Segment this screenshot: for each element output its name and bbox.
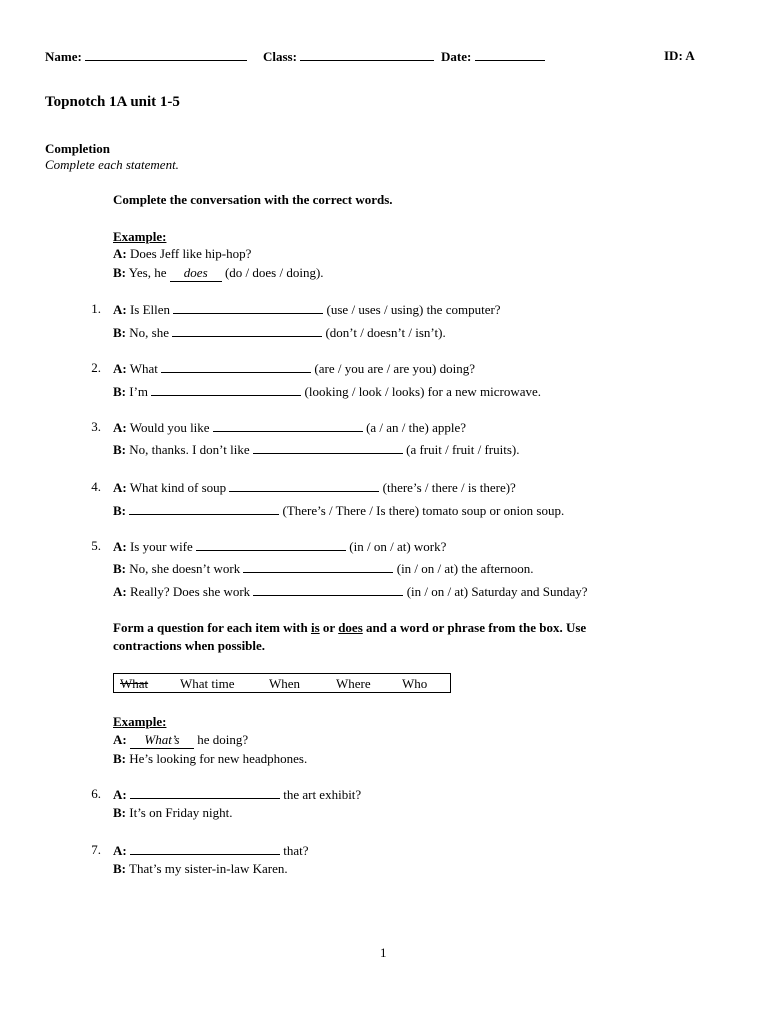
item-number: 7. [91, 842, 101, 857]
answer-blank[interactable] [253, 583, 403, 596]
line-pre: Really? Does she work [129, 584, 251, 599]
name-field[interactable] [45, 48, 247, 65]
speaker-label: A: [113, 539, 127, 554]
line-pre: No, she doesn’t work [129, 561, 241, 576]
item-6-line-b [113, 805, 233, 821]
answer-blank[interactable] [243, 560, 393, 573]
line-pre: What [129, 361, 158, 376]
speaker-label: B: [113, 265, 126, 280]
id-value: A [685, 48, 695, 63]
line-pre: No, thanks. I don’t like [129, 442, 250, 457]
page-title: Topnotch 1A unit 1-5 [45, 94, 180, 110]
part2-instruction [113, 620, 586, 636]
example-a-text: Does Jeff like hip-hop? [129, 246, 252, 261]
speaker-label: A: [113, 732, 127, 747]
line-post: (use / uses / using) the computer? [326, 302, 501, 317]
line-post: (there’s / there / is there)? [382, 480, 516, 495]
answer-blank[interactable] [151, 383, 301, 396]
id-label: ID: [664, 48, 683, 63]
line-pre: What kind of soup [129, 480, 227, 495]
item-5-line-a [113, 538, 446, 555]
line-post: (a fruit / fruit / fruits). [406, 442, 520, 457]
instruction-is: is [310, 620, 320, 635]
section-heading: Completion [45, 141, 110, 156]
example-b-text: He’s looking for new headphones. [129, 751, 308, 766]
part1-instruction: Complete the conversation with the correct words. [113, 192, 393, 207]
item-number: 5. [91, 538, 101, 553]
word-box-item: What [120, 676, 149, 691]
class-field[interactable] [263, 48, 434, 65]
speaker-label: B: [113, 384, 126, 399]
line-text: That’s my sister-in-law Karen. [129, 861, 288, 876]
id-field [664, 48, 695, 64]
answer-blank[interactable] [213, 419, 363, 432]
line-pre: No, she [129, 325, 169, 340]
name-label: Name: [45, 49, 82, 64]
word-box [113, 673, 451, 693]
line-post: (in / on / at) Saturday and Sunday? [406, 584, 588, 599]
answer-blank[interactable] [229, 479, 379, 492]
speaker-label: B: [113, 325, 126, 340]
answer-blank[interactable] [161, 360, 311, 373]
instruction-or: or [322, 620, 335, 635]
part2-instruction-line2: contractions when possible. [113, 638, 266, 653]
line-post: (in / on / at) the afternoon. [396, 561, 534, 576]
instruction-does: does [338, 620, 363, 635]
speaker-label: A: [113, 361, 127, 376]
word-box-item: Who [402, 676, 428, 691]
page-number: 1 [380, 945, 387, 960]
item-number: 6. [91, 786, 101, 801]
example-b-answer: does [170, 265, 222, 282]
item-number: 3. [91, 419, 101, 434]
item-number: 2. [91, 360, 101, 375]
line-pre: Is Ellen [129, 302, 171, 317]
line-post: (don’t / doesn’t / isn’t). [325, 325, 446, 340]
speaker-label: B: [113, 561, 126, 576]
line-post: that? [283, 843, 309, 858]
item-3-line-b [113, 441, 519, 458]
class-label: Class: [263, 49, 297, 64]
item-7-line-a [113, 842, 308, 859]
line-pre: I’m [129, 384, 149, 399]
part2-example-label: Example: [113, 714, 167, 729]
speaker-label: B: [113, 861, 126, 876]
line-post: (a / an / the) apple? [366, 420, 467, 435]
word-box-item: Where [336, 676, 371, 691]
answer-blank[interactable] [196, 538, 346, 551]
answer-blank[interactable] [130, 786, 280, 799]
answer-blank[interactable] [253, 441, 403, 454]
speaker-label: B: [113, 442, 126, 457]
speaker-label: B: [113, 751, 126, 766]
item-7-line-b [113, 861, 288, 877]
speaker-label: A: [113, 584, 127, 599]
section-subheading: Complete each statement. [45, 157, 179, 172]
date-label: Date: [441, 49, 472, 64]
name-blank[interactable] [85, 48, 247, 61]
item-5-line-c [113, 583, 588, 600]
part1-example-label: Example: [113, 229, 167, 244]
answer-blank[interactable] [130, 842, 280, 855]
example-a-answer: What’s [130, 732, 194, 749]
item-3-line-a [113, 419, 466, 436]
answer-blank[interactable] [173, 301, 323, 314]
item-2-line-a [113, 360, 475, 377]
item-4-line-b [113, 502, 564, 519]
line-post: (are / you are / are you) doing? [314, 361, 476, 376]
speaker-label: A: [113, 420, 127, 435]
speaker-label: B: [113, 805, 126, 820]
line-pre: Is your wife [129, 539, 193, 554]
part1-example-b [113, 265, 324, 282]
item-1-line-a [113, 301, 501, 318]
class-blank[interactable] [300, 48, 434, 61]
example-a-post: he doing? [197, 732, 249, 747]
speaker-label: A: [113, 787, 127, 802]
line-post: the art exhibit? [283, 787, 362, 802]
speaker-label: A: [113, 246, 127, 261]
item-5-line-b [113, 560, 534, 577]
item-1-line-b [113, 324, 446, 341]
part2-example-b [113, 751, 307, 767]
item-6-line-a [113, 786, 361, 803]
item-2-line-b [113, 383, 541, 400]
item-number: 4. [91, 479, 101, 494]
item-number: 1. [91, 301, 101, 316]
line-post: (in / on / at) work? [349, 539, 447, 554]
speaker-label: A: [113, 302, 127, 317]
item-4-line-a [113, 479, 516, 496]
answer-blank[interactable] [129, 502, 279, 515]
date-blank[interactable] [475, 48, 545, 61]
example-b-post: (do / does / doing). [224, 265, 324, 280]
part1-example-a [113, 246, 251, 262]
part2-example-a [113, 732, 248, 749]
instruction-text: Form a question for each item with [113, 620, 308, 635]
word-box-item: When [269, 676, 301, 691]
line-pre: Would you like [129, 420, 210, 435]
line-text: It’s on Friday night. [129, 805, 233, 820]
line-post: (looking / look / looks) for a new microwave. [304, 384, 542, 399]
speaker-label: B: [113, 503, 126, 518]
word-box-item: What time [180, 676, 235, 691]
example-b-pre: Yes, he [128, 265, 167, 280]
line-post: (There’s / There / Is there) tomato soup or onion soup. [282, 503, 565, 518]
speaker-label: A: [113, 480, 127, 495]
speaker-label: A: [113, 843, 127, 858]
answer-blank[interactable] [172, 324, 322, 337]
date-field[interactable] [441, 48, 545, 65]
instruction-text: and a word or phrase from the box. Use [366, 620, 587, 635]
